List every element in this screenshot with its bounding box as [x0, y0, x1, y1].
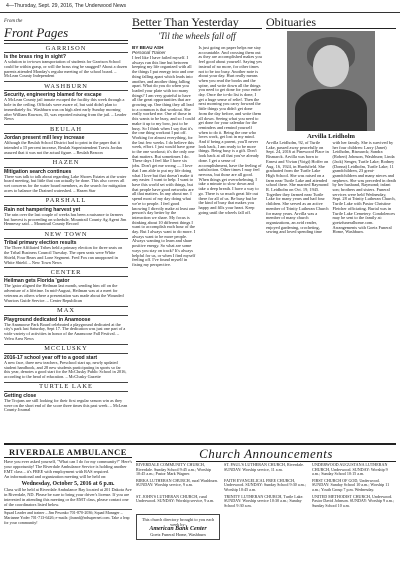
church-listing: [224, 479, 308, 493]
column-byline: BY BEAU ASH: [132, 45, 164, 50]
ambulance-meeting-line: An informational and organization meeting will be held on:: [4, 474, 107, 480]
story-headline: Is the brass ring in sight?: [4, 54, 66, 60]
story-headline: Heilman gets Florida 'gator: [4, 278, 70, 285]
town-heading: BEULAH: [4, 124, 128, 134]
story-headline: Rain not hampering harvest yet: [4, 206, 81, 213]
obituaries-column: [266, 16, 396, 441]
obituary-body: Arvilla Leidholm, 92, of Turtle Lake, passed away peacefully on Sept. 24, 2016 at Pinewood Place in Bismarck. Arvilla was born to Ernest and Vivian (Voigt) Hoffer on Aug. 16, 1924, in Hurdsfield. She graduated from the Turtle Lake High School. She was raised on a farm near Turtle Lake and attended school there. She married Raymond R. Leidholm on Oct. 19, 1945. Together they farmed near Turtle Lake for many years and had four children. She served as an active member of Trinity Lutheran Church for many years. Arvilla was a member of many church organizations, an avid reader, enjoyed gardening, crocheting, sewing and loved spending time with her family. She is survived by her four children: Larry (Janet) Leidholm, Bismarck; Sandra (Robert) Johnson, Washburn; Linda (Jack) Senger, Turtle Lake; Rodney (Donna) Leidholm, Turtle Lake; 11 grandchildren, 23 great-grandchildren and many nieces and nephews. She was preceded in death by her husband, Raymond; infant son; brothers and sisters. Funeral services were held Wednesday, Sept. 28 at Trinity Lutheran Church, Turtle Lake with Pastor Christine Fletcher officiating. Burial was in Turtle Lake Cemetery. Condolences may be sent to the family at: goetzfuneralhome.com. Arrangements with Goetz Funeral Home, Washburn.: [266, 140, 396, 235]
story-body: The Trojans are still looking for their first regular season win as they were on the short end of the score three times this past week. – McLean County Journal: [4, 397, 128, 413]
story-headline: Playground dedicated in Anamoose: [4, 316, 91, 323]
story-body: Although the Beulah School District had to print in the paper that it intended a 15 percent increase, Beulah Superintendent Travis Jordan assured that it was not the actual figure. – Beulah Beacon: [4, 140, 122, 155]
church-listing-text: FIRST CHURCH OF GOD, Underwood. SUNDAY: Sunday School 10 a.m.; Worship 11 a.m.; Youth Group 7 p.m. Wednesday.: [312, 477, 390, 492]
story-body: A McLean County jail inmate escaped the facility this week through a hole in the ceiling. Officials were aware of, but said didn't plan to immediately fix. Washburn was on high alert early Sunday morning after William Rawson, 35, was reported missing from the jail. – Leader News: [4, 97, 127, 122]
church-listing: [136, 479, 220, 493]
front-pages-title-main: Front Pages: [4, 25, 69, 40]
portrait-body: [295, 89, 367, 131]
column-body: [132, 45, 262, 268]
church-listing-text: UNITED METHODIST CHURCH, Underwood. Pastor David Johnson. SUNDAY: Worship 9 a.m.; Sunday School 10 a.m.: [312, 493, 395, 508]
story-headline: 2016-17 school year off to a good start: [4, 354, 98, 361]
story-body: The rain over the last couple of weeks has been a nuisance to farmers but harvest is proceeding on schedule, Mountrail County Ag Agent Jim Hennessy said. – Mountrail County Record: [4, 211, 127, 227]
church-listing-text: FAITH EVANGELICAL FREE CHURCH, Underwood. SUNDAY: Sunday School 9:30 a.m.; Worship 10:45 a.m.: [224, 477, 307, 492]
sponsor-name: American Bank Center: [149, 526, 207, 533]
column-section-title: Better Than Yesterday: [132, 16, 262, 29]
ambulance-intro: Have you ever asked yourself, "What can I do for my community?" Here's your opportunity! The Riverdale Ambulance Service is holding another EMT class – it's FREE with employment with RAS required.: [4, 459, 132, 474]
church-announcements: [136, 447, 396, 563]
church-list: [136, 463, 396, 540]
page-folio: 4—Thursday, Sept. 29, 2016, The Underwood News: [6, 3, 127, 9]
column-article: [132, 16, 262, 441]
town-heading: NEW TOWN: [4, 229, 128, 239]
story-headline: Getting close: [4, 392, 37, 399]
story-body: There was talk to talk about regarding Lake Shores Estates at the water board meeting, but little that can actually be done. This also covers all wet concerns for the water board members, as the search for mitigation acres to balance the Drained watershed. – Hazen Star: [4, 173, 127, 193]
church-listing: [312, 479, 396, 493]
church-announcements-title: Church Announcements: [136, 447, 396, 462]
ambulance-date: Wednesday, October 5, 2016 at 6 p.m.: [21, 481, 115, 488]
church-listing-text: RIVERDALE COMMUNITY CHURCH, Riverdale. Sunday School 9:45 a.m.; Worship 10:45 a.m.; Pastor Mark Wagner.: [136, 462, 211, 477]
church-listing: [312, 463, 396, 477]
church-listing: [224, 495, 308, 509]
front-pages-title-small: From the: [4, 19, 23, 24]
town-heading: WASHBURN: [4, 81, 128, 91]
church-listing-text: TRINITY LUTHERAN CHURCH, Turtle Lake. SUNDAY: Worship service 10:30 a.m.; Sunday School 9:30 a.m.: [224, 493, 304, 508]
ambulance-contacts: Squad Leader and trainer – Jim Pesonko 701-870-2036; Squad Manager – Marianne Yoder 701-713-6426; e-mails: jlrasnd@ndsupernet.com. Take a leap for your community!: [4, 509, 132, 525]
obituary-name: Arvilla Leidholm: [307, 133, 355, 140]
ambulance-details: Class will be held at Riverdale Ambulance Bay located at 201 Dakota Ave in Riverdale, ND. Please be sure to bring your driver's license. If you are interested in attending this meeting or the EMT class, please contact one of the coordinators listed below.: [4, 487, 132, 507]
story-body: The 'gator aligned the Heilman last month, sending him off on the adventure of a lifetime. In mid-August, Heilman was at a meet for veterans as others where a presentation was made about the Wounded Warriors Guide Service. – Center Republican: [4, 283, 124, 303]
front-pages-column: [4, 16, 128, 441]
town-heading: GARRISON: [4, 43, 128, 53]
town-heading: CENTER: [4, 267, 128, 277]
sponsor-line-2: Goetz Funeral Home, Washburn: [150, 532, 206, 538]
town-heading: HAZEN: [4, 158, 128, 168]
church-listing: [136, 495, 220, 509]
story-headline: Jordan present mill levy increase: [4, 135, 85, 142]
church-listing: [312, 495, 396, 509]
front-pages-title: [4, 16, 128, 41]
town-heading: TURTLE LAKE: [4, 382, 128, 392]
story-body: The Three Affiliated Tribes held a primary election for three seats on the Tribal Business Council Tuesday. The open seats were White Shield, Four Bears and Lone Segment. Fred Fox ran unopposed in White Shield. – New Town News: [4, 245, 123, 265]
ambulance-ad: [4, 447, 132, 563]
town-list: [4, 43, 128, 413]
ambulance-title: RIVERDALE AMBULANCE: [4, 447, 132, 458]
story-body: The Anamoose Park Board celebrated a playground dedicated at the city's park last Saturday, Sept 17. The dedication was just one part of a wide variety of activities in honor of the Anamoose Fall Festival. – Velva Area News: [4, 321, 126, 341]
column-byline-role: Personal Trainer: [132, 50, 166, 55]
header-rule: [0, 12, 400, 13]
story-body: A solution to in-town transportation of students for Garrison School could be within grasp, or will the brass ring be snagged? About a dozen parents attended Monday's regular meeting of the school board. – McLean County Independent: [4, 59, 127, 79]
town-heading: PARSHALL: [4, 196, 128, 206]
column-body-right: Is just going on paper helps me stay accountable. And crossing them out as they are accomplished makes you feel good about yourself. Saying yes instead of no more, for other times not to be too busy. Another note is about your day. Hurt really means when you read the books and the spine, and write down all the things you need to get done for your entire day. Once the to-do list is done, I get a huge sense of relief. Then the next morning you carry forward the little things you didn't get done from the day before, and write them all down. Seeing what you need to get done for your calendar for the reminders and remind yourself when to do it. Being the one who loves work, get lost in my mind. And if being a parent, you'll never look back, I am ready to be more things. Being busy is a gift. Don't look back at all that you've already done. I get a sense of accomplishment, have the feeling of satisfaction. Other times I may feel nervous, but those are all good. When things get overwhelming, I take a minute to slow down and take a deep breath. I have a way to go. There is so much great life out there for all of us. Be busy but be the kind of busy that makes you happy and fills your heart. Keep going until the wheels fall off.: [198, 45, 262, 215]
church-listing-text: ST. JOHN'S LUTHERAN CHURCH, rural Underwood. SUNDAY: Worship service, 9 a.m.: [136, 493, 215, 504]
sponsor-line: This church directory brought to you each week by:: [141, 517, 215, 528]
portrait-face: [313, 45, 349, 87]
church-listing: [136, 463, 220, 477]
obituary-portrait-photo: [287, 31, 375, 131]
town-heading: MCCLUSKY: [4, 344, 128, 354]
story-headline: Tribal primary election results: [4, 240, 77, 247]
story-headline: Mitigation search continues: [4, 168, 72, 175]
column-body-left: I feel like I have failed myself. I always run this line but between keeping my life organized with all the things I put energy into and one thing falling apart which leads into another, and another thing falling apart. What do you do when you loaded your plate with too many things? I am very grateful to have all the great opportunities that are growing up. One thing they all lead to a common is that workout. She really worked me. One of those in this wants to be busy, and so I could make it up to my bow, just to be busy. So I think when I say that it's the one thing workout I put off. Working for almost everything, for the last few weeks. I do believe this week, effort. I just would have gone to the one workout; it's the only one that matters. But sometimes I do. These days I feel like I have six jobs. Don't get me wrong — I love that I am able to put my life doing what I love but that doesn't make it any easier. I want to help. I want to have this world set with things, but that people have good networks are all that matters. In any about me. I spend most of my day doing what we're to people. I feel good knowing I directly make at least one person's day better by the interaction we share. My focus is thinking about 10 different things I want to accomplish each hour of the day. But I always want to do more. I always want to be more people. Always wanting to learn and share positive energy. So what are some ways you stay on track? It's always helpful for us, or when I find myself feeling off. I've found myself in fixing my perspective.: [132, 55, 196, 267]
column-headline: 'Til the wheels fall off: [158, 31, 236, 41]
obituaries-title: Obituaries: [266, 16, 396, 29]
church-listing-text: UNDERWOOD AUGUSTANA LUTHERAN CHURCH, Underwood. SUNDAY: Worship 9 a.m.; Sunday School 10:15 a.m.: [312, 462, 388, 477]
church-listing-text: BIRKA LUTHERAN CHURCH, rural Washburn. SUNDAY: Worship service, 9 a.m.: [136, 477, 218, 488]
bottom-band: [4, 443, 396, 563]
story-headline: Security, engineering blamed for escape: [4, 92, 102, 99]
church-listing: [224, 463, 308, 477]
story-body: A new face, three new teachers, Preschool start up, newly updated student handbook, and 28 new students participating in sports so far this year, denotes a good start for the McClusky Public School in 2016, according to the head of education. – McClusky Gazette: [4, 359, 127, 380]
church-listing-text: ST. PAUL'S LUTHERAN CHURCH, Riverdale. SUNDAY: Worship service, 11 a.m.: [224, 462, 304, 472]
church-directory-sponsor: [136, 514, 220, 540]
town-heading: MAX: [4, 306, 128, 316]
